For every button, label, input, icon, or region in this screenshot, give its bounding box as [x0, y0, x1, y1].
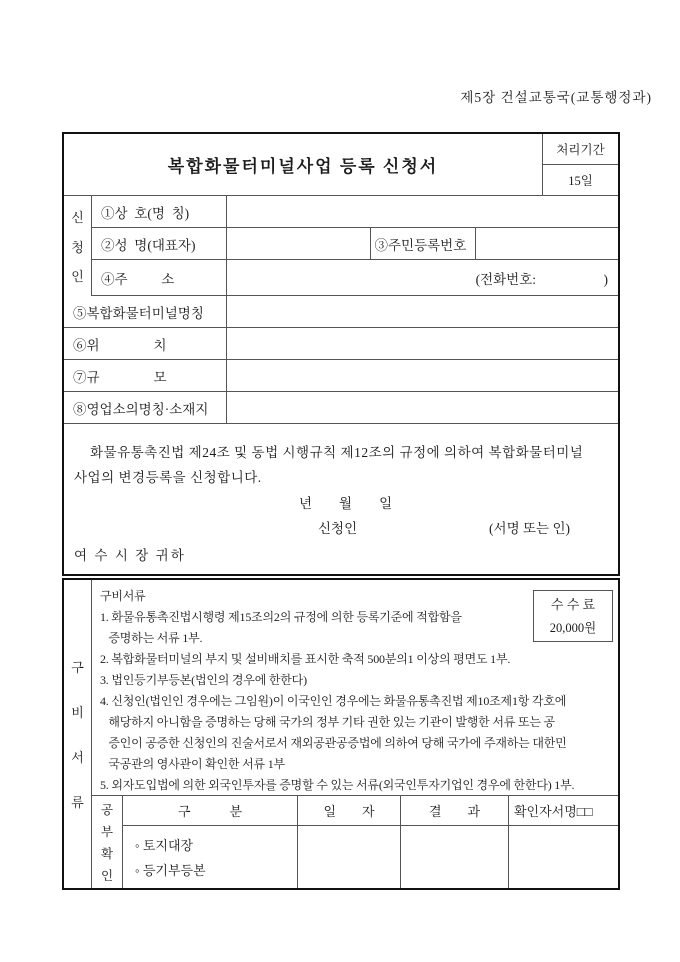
records-check-header-row [123, 796, 618, 826]
office-field [227, 392, 618, 423]
category-items [123, 826, 298, 888]
processing-period-label: 처리기간 [543, 134, 618, 165]
documents-side-char: 서 [71, 750, 84, 765]
scale-label: ⑦규 모 [64, 360, 227, 391]
statement-line2: 사업의 변경등록을 신청합니다. [74, 470, 262, 485]
statement-section [64, 424, 618, 574]
records-check-table [92, 795, 618, 888]
row-terminal-name [64, 296, 618, 328]
signature-line [74, 517, 608, 537]
terminal-name-field [227, 296, 618, 327]
fee-box [533, 590, 613, 642]
row-address [92, 260, 618, 296]
header-confirmer-signature: 확인자서명□□ [514, 804, 593, 819]
records-check-main [123, 796, 618, 888]
document-item: 5. 외자도입법에 의한 외국인투자를 증명할 수 있는 서류(외국인투자기업인 경우에 한한다) 1부. [100, 778, 575, 792]
row-representative [92, 228, 618, 260]
document-item: 증인이 공증한 신청인의 진술서로서 재외공관공증법에 의하여 당해 국가에 주재하는 대한민 [100, 736, 567, 750]
resident-number-field [476, 228, 619, 259]
document-item: 국공관의 영사관이 확인한 서류 1부 [100, 757, 285, 771]
documents-side-char: 류 [71, 795, 84, 810]
documents-side-label [64, 580, 92, 888]
document-item: 3. 법인등기부등본(법인의 경우에 한한다) [100, 673, 307, 687]
records-check-side-label [92, 796, 123, 888]
result-cell [401, 826, 509, 888]
fee-amount: 20,000원 [549, 620, 597, 635]
records-check-data-row [123, 826, 618, 888]
recipient-line: 여 수 시 장 귀하 [74, 548, 186, 563]
statement-line1: 화물유통촉진법 제24조 및 동법 시행규칙 제12조의 규정에 의하여 복합화물터미널 [90, 445, 584, 460]
applicant-side-char: 인 [71, 269, 84, 285]
terminal-name-label: ⑤복합화물터미널명칭 [64, 296, 227, 327]
applicant-side-char: 신 [71, 209, 84, 225]
form-title-row [64, 134, 618, 196]
resident-number-label: ③주민등록번호 [371, 228, 476, 259]
documents-side-char: 비 [71, 705, 84, 720]
confirmer-signature-cell [509, 826, 618, 888]
applicant-side-char: 청 [71, 239, 84, 255]
representative-label: ②성 명(대표자) [92, 228, 227, 259]
fee-label: 수 수 료 [550, 596, 596, 612]
location-field [227, 328, 618, 359]
representative-field [227, 228, 371, 259]
applicant-rows [92, 196, 618, 296]
processing-period-value: 15일 [568, 174, 593, 188]
date-line: 년 월 일 [299, 496, 393, 511]
trade-name-field [227, 196, 618, 227]
form-title: 복합화물터미널사업 등록 신청서 [167, 157, 439, 176]
required-documents-box [62, 578, 620, 890]
category-item: ◦ 등기부등본 [135, 863, 206, 878]
documents-content [92, 580, 618, 888]
document-item: 4. 신청인(법인인 경우에는 그임원)이 이국인인 경우에는 화물유통촉진법 제10조제1항 각호에 [100, 694, 567, 708]
application-form-box [62, 132, 620, 576]
scale-field [227, 360, 618, 391]
applicant-side-label [64, 196, 92, 296]
documents-list [92, 580, 618, 795]
header-category: 구 분 [123, 796, 298, 825]
trade-name-label: ①상 호(명 칭) [92, 196, 227, 227]
row-scale [64, 360, 618, 392]
records-side-char: 공 [100, 803, 114, 817]
applicant-section [64, 196, 618, 296]
header-result: 결 과 [401, 796, 509, 825]
records-side-char: 인 [100, 869, 114, 883]
document-item: 해당하지 아니함을 증명하는 당해 국가의 정부 기타 권한 있는 기관이 발행한 서류 또는 공 [100, 715, 555, 729]
location-label: ⑥위 치 [64, 328, 227, 359]
documents-heading: 구비서류 [100, 589, 146, 603]
row-location [64, 328, 618, 360]
documents-side-char: 구 [71, 660, 84, 675]
office-label: ⑧영업소의명칭·소재지 [64, 392, 227, 423]
date-cell [298, 826, 401, 888]
form-title-cell [64, 134, 542, 195]
document-item: 1. 화물유통촉진법시행령 제15조의2의 규정에 의한 등록기준에 적합함을 [100, 610, 462, 624]
address-label: ④주 소 [92, 260, 227, 295]
row-office [64, 392, 618, 424]
category-item: ◦ 토지대장 [135, 838, 194, 853]
header-date: 일 자 [298, 796, 401, 825]
signer-label: 신청인 [318, 521, 358, 536]
processing-period-cell [542, 134, 618, 195]
records-side-char: 부 [100, 825, 114, 839]
document-item: 증명하는 서류 1부. [100, 631, 203, 645]
records-side-char: 확 [100, 847, 114, 861]
row-trade-name [92, 196, 618, 228]
chapter-note: 제5장 건설교통국(교통행정과) [460, 90, 652, 105]
document-item: 2. 복합화물터미널의 부지 및 설비배치를 표시한 축적 500분의1 이상의 평면도 1부. [100, 652, 511, 666]
seal-note: (서명 또는 인) [489, 521, 570, 536]
phone-number-note: (전화번호: ) [475, 271, 608, 287]
